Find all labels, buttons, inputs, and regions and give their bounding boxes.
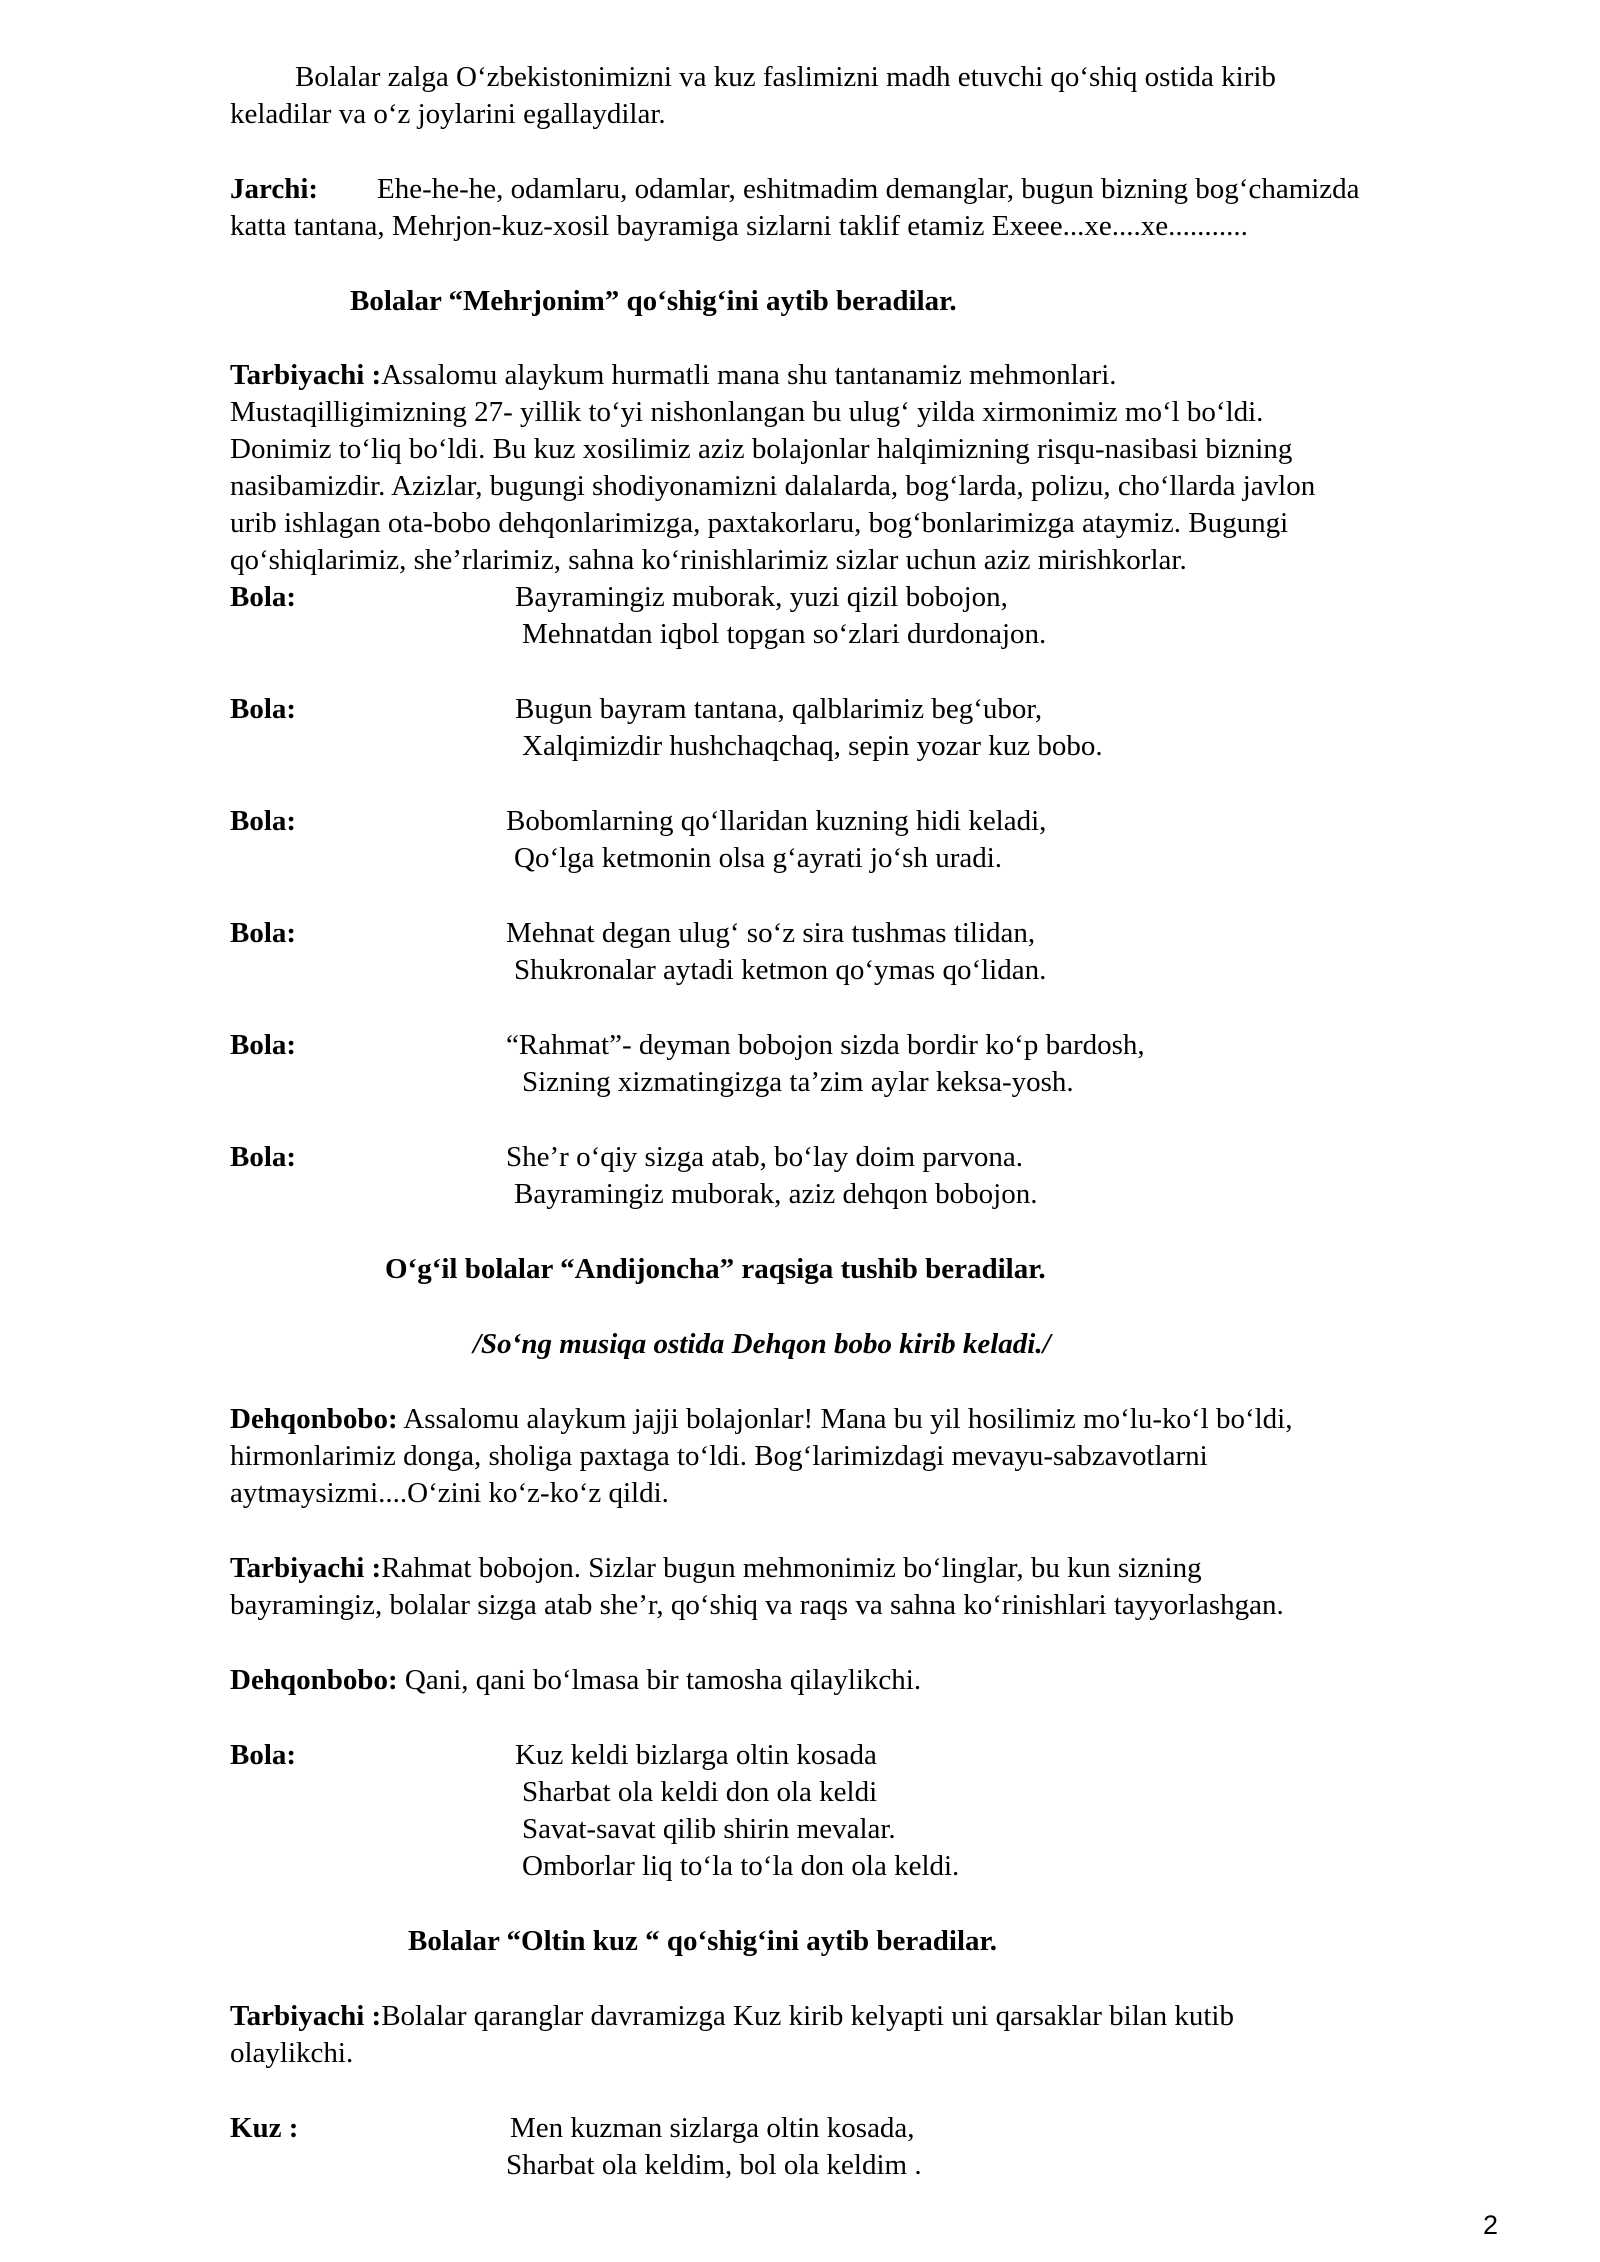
tarbiyachi-first-line: Assalomu alaykum hurmatli mana shu tantanamiz mehmonlari. [381, 359, 1117, 391]
kuz-line: Sharbat ola keldim, bol ola keldim . [506, 2149, 922, 2181]
tarbiyachi-paragraph-2 [230, 1550, 1202, 1587]
speaker-kuz: Kuz : [230, 2112, 299, 2144]
tarbiyachi-line: olaylikchi. [230, 2037, 354, 2069]
tarbiyachi-line: bayramingiz, bolalar sizga atab she’r, qo‘shiq va raqs va sahna ko‘rinishlari tayyorlashgan. [230, 1589, 1284, 1621]
tarbiyachi-paragraph-1 [230, 357, 1117, 394]
stage-direction-andijoncha: O‘g‘il bolalar “Andijoncha” raqsiga tushib beradilar. [385, 1253, 1046, 1285]
tarbiyachi-first-line: Rahmat bobojon. Sizlar bugun mehmonimiz bo‘linglar, bu kun sizning [381, 1552, 1202, 1584]
intro-line-1: Bolalar zalga O‘zbekistonimizni va kuz faslimizni madh etuvchi qo‘shiq ostida kirib [295, 61, 1276, 93]
poem-line: Sizning xizmatingizga ta’zim aylar keksa-yosh. [522, 1066, 1074, 1098]
tarbiyachi-line: Donimiz to‘liq bo‘ldi. Bu kuz xosilimiz aziz bolajonlar halqimizning risqu-nasibasi bizning [230, 433, 1293, 465]
stage-direction-dehqon-enters: /So‘ng musiqa ostida Dehqon bobo kirib keladi./ [473, 1328, 1051, 1360]
poem-line: Kuz keldi bizlarga oltin kosada [515, 1739, 877, 1771]
poem-line: Bayramingiz muborak, yuzi qizil bobojon, [515, 581, 1008, 613]
dehqonbobo-paragraph-2 [230, 1662, 921, 1699]
jarchi-line-1: Ehe-he-he, odamlaru, odamlar, eshitmadim demanglar, bugun bizning bog‘chamizda [377, 173, 1360, 205]
tarbiyachi-line: urib ishlagan ota-bobo dehqonlarimizga, paxtakorlaru, bog‘bonlarimizga ataymiz. Bugungi [230, 507, 1289, 539]
speaker-jarchi: Jarchi: [230, 173, 319, 205]
intro-line-2: keladilar va o‘z joylarini egallaydilar. [230, 98, 666, 130]
poem-line: Xalqimizdir hushchaqchaq, sepin yozar kuz bobo. [522, 730, 1103, 762]
tarbiyachi-first-line: Bolalar qaranglar davramizga Kuz kirib kelyapti uni qarsaklar bilan kutib [381, 2000, 1234, 2032]
speaker-tarbiyachi: Tarbiyachi : [230, 1552, 382, 1584]
speaker-dehqonbobo: Dehqonbobo: [230, 1664, 398, 1696]
speaker-dehqonbobo: Dehqonbobo: [230, 1403, 398, 1435]
stage-direction-oltin-kuz: Bolalar “Oltin kuz “ qo‘shig‘ini aytib beradilar. [408, 1925, 997, 1957]
poem-line: Mehnatdan iqbol topgan so‘zlari durdonajon. [522, 618, 1047, 650]
dehqonbobo-first-line: Qani, qani bo‘lmasa bir tamosha qilaylikchi. [404, 1664, 922, 1696]
dehqonbobo-paragraph-1 [230, 1401, 1292, 1438]
speaker-bola: Bola: [230, 805, 297, 837]
speaker-bola: Bola: [230, 1739, 297, 1771]
poem-line: Bugun bayram tantana, qalblarimiz beg‘ubor, [515, 693, 1043, 725]
jarchi-line-2: katta tantana, Mehrjon-kuz-xosil bayramiga sizlarni taklif etamiz Exeee...xe....xe........... [230, 210, 1248, 242]
poem-line: Bayramingiz muborak, aziz dehqon bobojon. [514, 1178, 1038, 1210]
speaker-bola: Bola: [230, 693, 297, 725]
stage-direction-mehrjon: Bolalar “Mehrjonim” qo‘shig‘ini aytib beradilar. [350, 285, 957, 317]
tarbiyachi-line: nasibamizdir. Azizlar, bugungi shodiyonamizni dalalarda, bog‘larda, polizu, cho‘llarda javlon [230, 470, 1316, 502]
poem-line: Shukronalar aytadi ketmon qo‘ymas qo‘lidan. [514, 954, 1047, 986]
speaker-tarbiyachi: Tarbiyachi : [230, 359, 382, 391]
tarbiyachi-paragraph-3 [230, 1998, 1234, 2035]
dehqonbobo-first-line: Assalomu alaykum jajji bolajonlar! Mana bu yil hosilimiz mo‘lu-ko‘l bo‘ldi, [403, 1403, 1293, 1435]
poem-line: Mehnat degan ulug‘ so‘z sira tushmas tilidan, [506, 917, 1036, 949]
speaker-bola: Bola: [230, 1141, 297, 1173]
poem-line: She’r o‘qiy sizga atab, bo‘lay doim parvona. [506, 1141, 1024, 1173]
poem-line: Omborlar liq to‘la to‘la don ola keldi. [522, 1850, 960, 1882]
poem-line: Bobomlarning qo‘llaridan kuzning hidi keladi, [506, 805, 1047, 837]
speaker-bola: Bola: [230, 1029, 297, 1061]
poem-line: Savat-savat qilib shirin mevalar. [522, 1813, 896, 1845]
speaker-bola: Bola: [230, 581, 297, 613]
poem-line: “Rahmat”- deyman bobojon sizda bordir ko‘p bardosh, [506, 1029, 1145, 1061]
kuz-line: Men kuzman sizlarga oltin kosada, [510, 2112, 915, 2144]
tarbiyachi-line: Mustaqilligimizning 27- yillik to‘yi nishonlangan bu ulug‘ yilda xirmonimiz mo‘l bo‘ldi. [230, 396, 1264, 428]
speaker-tarbiyachi: Tarbiyachi : [230, 2000, 382, 2032]
poem-line: Qo‘lga ketmonin olsa g‘ayrati jo‘sh uradi. [514, 842, 1003, 874]
tarbiyachi-line: qo‘shiqlarimiz, she’rlarimiz, sahna ko‘rinishlarimiz sizlar uchun aziz mirishkorlar. [230, 544, 1187, 576]
speaker-bola: Bola: [230, 917, 297, 949]
poem-line: Sharbat ola keldi don ola keldi [522, 1776, 878, 1808]
page-number: 2 [1482, 2210, 1498, 2240]
dehqonbobo-line: hirmonlarimiz donga, sholiga paxtaga to‘ldi. Bog‘larimizdagi mevayu-sabzavotlarni [230, 1440, 1208, 1472]
dehqonbobo-line: aytmaysizmi....O‘zini ko‘z-ko‘z qildi. [230, 1477, 669, 1509]
